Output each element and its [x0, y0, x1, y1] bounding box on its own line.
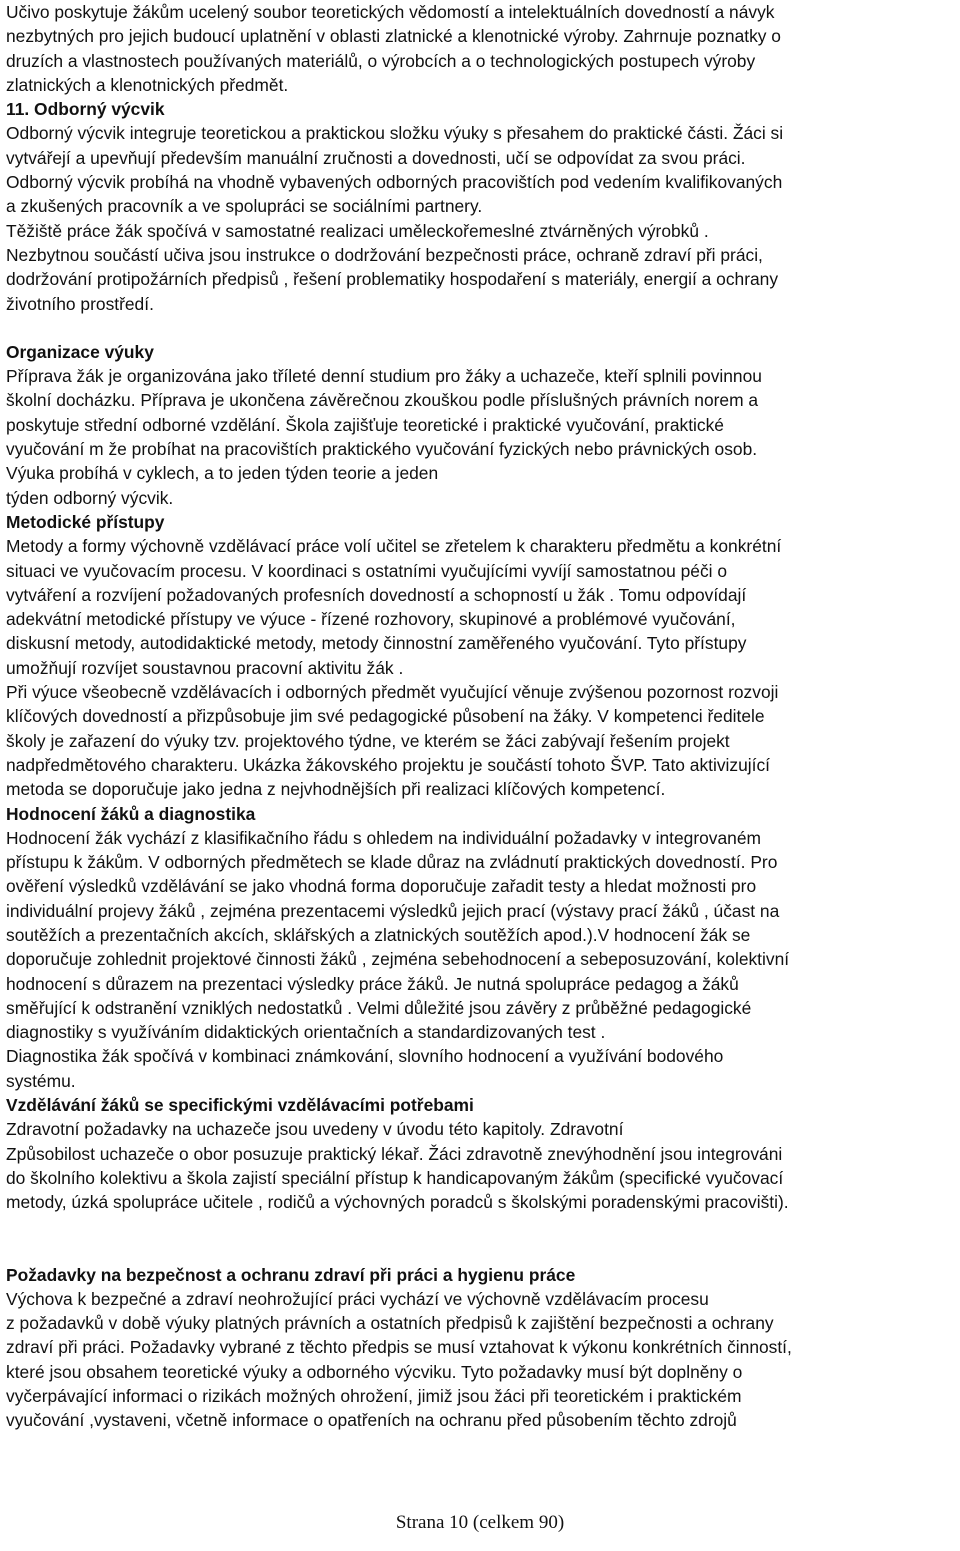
text-line: Diagnostika žák spočívá v kombinaci známkování, slovního hodnocení a využívání bodového	[6, 1046, 724, 1067]
text-line: životního prostředí.	[6, 293, 154, 314]
text-line: nezbytných pro jejich budoucí uplatnění v oblasti zlatnické a klenotnické výroby. Zahrnuje poznatky o	[6, 26, 781, 47]
text-line: Odborný výcvik probíhá na vhodně vybavených odborných pracovištích pod vedením kvalifikovaných	[6, 172, 783, 193]
text-line: systému.	[6, 1070, 76, 1091]
section-organizace-vyuky	[6, 340, 956, 510]
section-heading: Organizace výuky	[6, 341, 154, 362]
text-line: ověření výsledků vzdělávání se jako vhodná forma doporučuje zařadit testy a hledat možnosti pro	[6, 876, 757, 897]
text-line: druzích a vlastnostech používaných materiálů, o výrobcích a o technologických postupech výroby	[6, 50, 756, 71]
text-line: školy je zařazení do výuky tzv. projektového týdne, ve kterém se žáci zabývají řešením projekt	[6, 730, 730, 751]
text-line: směřující k odstranění vzniklých nedostatků . Velmi důležité jsou závěry z průběžné pedagogické	[6, 997, 752, 1018]
text-line: hodnocení s důrazem na prezentaci výsledky práce žáků. Je nutná spolupráce pedagog a žáků	[6, 973, 739, 994]
text-line: které jsou obsahem teoretické výuky a odborného výcviku. Tyto požadavky musí být doplněny o	[6, 1361, 743, 1382]
text-line: Při výuce všeobecně vzdělávacích i odborných předmět vyučující věnuje zvýšenou pozornost rozvoji	[6, 682, 779, 703]
section-heading: Hodnocení žáků a diagnostika	[6, 803, 256, 824]
text-line: nadpředmětového charakteru. Ukázka žákovského projektu je součástí tohoto ŠVP. Tato aktivizující	[6, 754, 771, 775]
text-line: individuální projevy žáků , zejména prezentacemi výsledků jejich prací (výstavy prací žáků , účast na	[6, 900, 780, 921]
text-line: vytváření a rozvíjení požadovaných profesních dovedností a schopností u žák . Tomu odpovídají	[6, 584, 747, 605]
section-heading: 11. Odborný výcvik	[6, 99, 165, 120]
text-line: adekvátní metodické přístupy ve výuce - řízené rozhovory, skupinové a problémové vyučování,	[6, 609, 736, 630]
text-line: vyučování ,vystaveni, včetně informace o opatřeních na ochranu před působením těchto zdrojů	[6, 1410, 737, 1431]
text-line: soutěžích a prezentačních akcích, sklářských a zlatnických soutěžích apod.).V hodnocení žák se	[6, 924, 751, 945]
text-line: doporučuje zohlednit projektové činnosti žáků , zejména sebehodnocení a sebeposuzování, kolektivní	[6, 949, 790, 970]
text-line: Nezbytnou součástí učiva jsou instrukce o dodržování bezpečnosti práce, ochraně zdraví při práci,	[6, 244, 763, 265]
text-line: Učivo poskytuje žákům ucelený soubor teoretických vědomostí a intelektuálních dovedností a návyk	[6, 2, 775, 22]
section-bezpecnost-prace	[6, 1263, 956, 1433]
section-heading: Vzdělávání žáků se specifickými vzdělávacími potřebami	[6, 1095, 474, 1116]
text-line: do školního kolektivu a škola zajistí speciální přístup k handicapovaným žákům (specifické vyučovací	[6, 1167, 784, 1188]
text-line: vyučování m že probíhat na pracovištích praktického vyučování fyzických nebo právnických osob.	[6, 439, 758, 460]
text-line: metody, úzká spolupráce učitele , rodičů a výchovných poradců s školskými poradenskými pracovišti).	[6, 1192, 789, 1213]
text-line: zlatnických a klenotnických předmět.	[6, 74, 289, 95]
text-line: zdraví při práci. Požadavky vybrané z těchto předpis se musí vztahovat k výkonu konkrétních činností,	[6, 1337, 792, 1358]
text-line: Odborný výcvik integruje teoretickou a praktickou složku výuky s přesahem do praktické části. Žáci si	[6, 123, 784, 144]
text-line: poskytuje střední odborné vzdělání. Škola zajišťuje teoretické i praktické vyučování, praktické	[6, 414, 724, 435]
text-line: diskusní metody, autodidaktické metody, metody činnostní zaměřeného vyučování. Tyto přístupy	[6, 633, 747, 654]
text-line: metoda se doporučuje jako jedna z nejvhodnějších při realizaci klíčových kompetencí.	[6, 779, 666, 800]
page-number-footer: Strana 10 (celkem 90)	[395, 1512, 565, 1533]
text-line: vyčerpávající informaci o rizikách možných ohrožení, jimiž jsou žáci při teoretickém i praktickém	[6, 1386, 742, 1407]
text-line: vytvářejí a upevňují především manuální zručnosti a dovednosti, učí se odpovídat za svou práci.	[6, 147, 746, 168]
text-line: Výuka probíhá v cyklech, a to jeden týden teorie a jeden	[6, 463, 439, 484]
section-odborny-vycvik	[6, 97, 956, 316]
text-line: z požadavků v době výuky platných právních a ostatních předpisů k zajištění bezpečnosti a ochrany	[6, 1313, 774, 1334]
text-line: Způsobilost uchazeče o obor posuzuje praktický lékař. Žáci zdravotně znevýhodnění jsou integrováni	[6, 1143, 783, 1164]
text-line: Těžiště práce žák spočívá v samostatné realizaci uměleckořemeslné ztvárněných výrobků .	[6, 220, 709, 241]
section-specificke-potreby	[6, 1093, 956, 1214]
text-line: Příprava žák je organizována jako tříleté denní studium pro žáky a uchazeče, kteří splnili povinnou	[6, 366, 762, 387]
section-metodicke-pristupy	[6, 510, 956, 802]
intro-paragraph	[6, 0, 956, 97]
text-line: školní docházku. Příprava je ukončena závěrečnou zkouškou podle příslušných právních norem a	[6, 390, 759, 411]
text-line: a zkušených pracovník a ve spolupráci se sociálními partnery.	[6, 196, 483, 217]
section-heading: Metodické přístupy	[6, 511, 165, 532]
section-heading: Požadavky na bezpečnost a ochranu zdraví při práci a hygienu práce	[6, 1264, 576, 1285]
text-line: Metody a formy výchovně vzdělávací práce volí učitel se zřetelem k charakteru předmětu a konkrétní	[6, 536, 782, 557]
text-line: klíčových dovedností a přizpůsobuje jim své pedagogické působení na žáky. V kompetenci ředitele	[6, 706, 765, 727]
text-line: situaci ve vyučovacím procesu. V koordinaci s ostatními vyučujícími vyvíjí samostatnou péči o	[6, 560, 728, 581]
text-line: týden odborný výcvik.	[6, 487, 174, 508]
document-page	[6, 0, 956, 1433]
text-line: Výchova k bezpečné a zdraví neohrožující práci vychází ve výchovně vzdělávacím procesu	[6, 1288, 709, 1309]
text-line: umožňují rozvíjet soustavnou pracovní aktivitu žák .	[6, 657, 404, 678]
text-line: Hodnocení žák vychází z klasifikačního řádu s ohledem na individuální požadavky v integrovaném	[6, 827, 761, 848]
text-line: diagnostiky s využíváním didaktických orientačních a standardizovaných test .	[6, 1022, 606, 1043]
text-line: Zdravotní požadavky na uchazeče jsou uvedeny v úvodu této kapitoly. Zdravotní	[6, 1119, 624, 1140]
text-line: dodržování protipožárních předpisů , řešení problematiky hospodaření s materiály, energií a ochrany	[6, 269, 779, 290]
section-hodnoceni-zaku	[6, 802, 956, 1094]
text-line: přístupu k žákům. V odborných předmětech se klade důraz na zvládnutí praktických dovedností. Pro	[6, 852, 778, 873]
